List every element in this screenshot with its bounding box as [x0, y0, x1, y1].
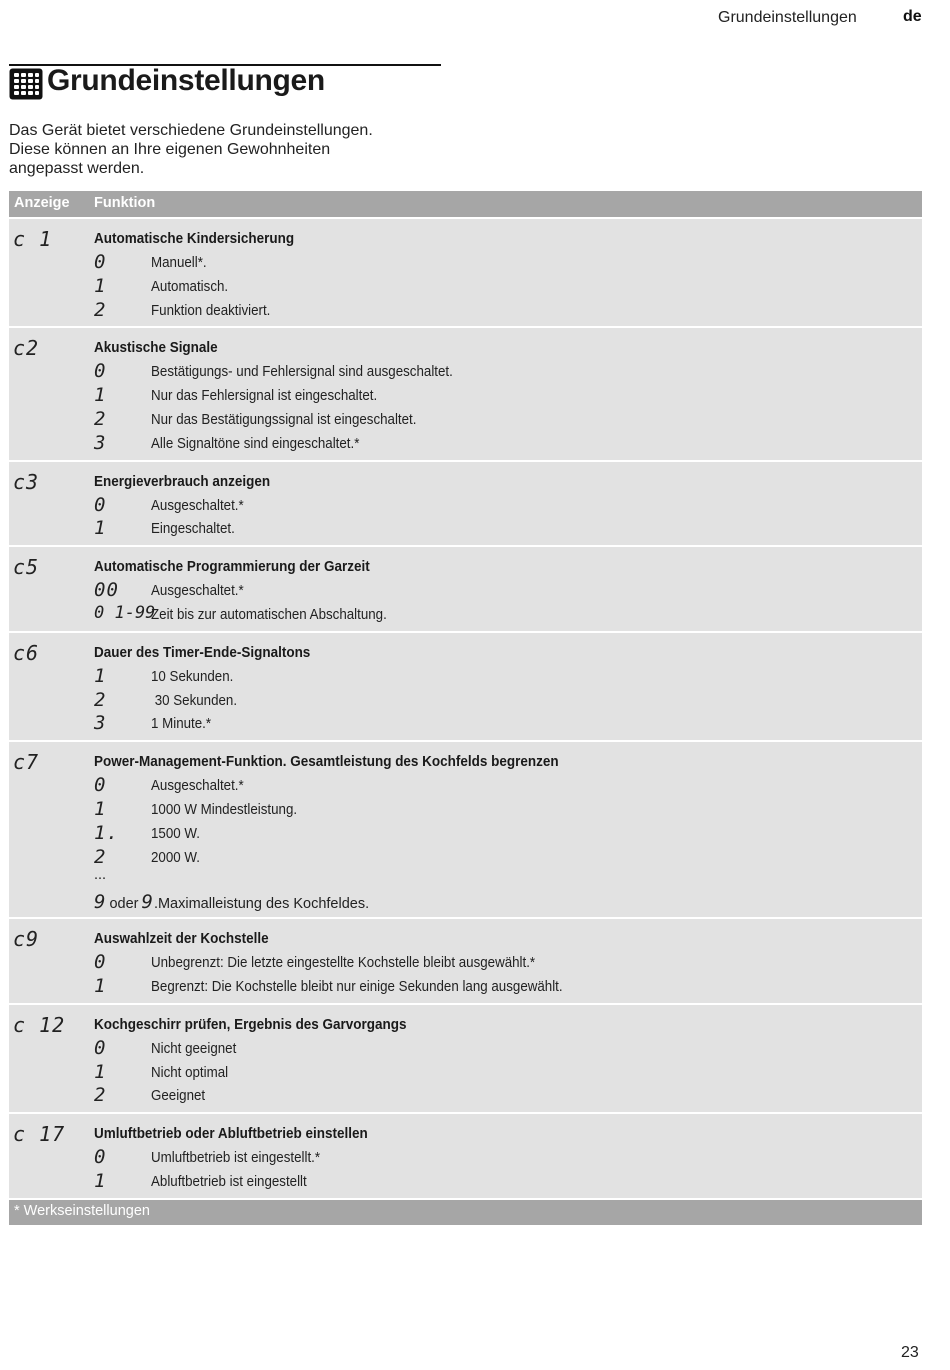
option-value: 1: [94, 1169, 107, 1192]
setting-option: [9, 360, 922, 384]
option-value: 0: [94, 360, 107, 383]
option-text: Eingeschaltet.: [151, 521, 235, 538]
option-value: 00: [94, 579, 119, 602]
option-text: Nicht geeignet: [151, 1040, 237, 1057]
settings-table: [9, 191, 922, 1225]
setting-option: [9, 951, 922, 975]
option-value: 2: [94, 407, 107, 430]
setting-option: [9, 774, 922, 798]
setting-option: [9, 432, 922, 456]
option-value: 1: [94, 384, 107, 407]
table-footnote: [9, 1198, 922, 1225]
setting-option: [9, 275, 922, 299]
setting-option: [9, 1146, 922, 1170]
setting-title: Energieverbrauch anzeigen: [94, 473, 271, 490]
setting-option: [9, 384, 922, 408]
table-header: [9, 191, 922, 217]
setting-option: [9, 846, 922, 870]
keypad-grid-icon: [9, 68, 43, 100]
option-text: 1 Minute.*: [151, 716, 212, 733]
option-text: .Maximalleistung des Kochfeldes.: [153, 896, 370, 913]
ellipsis-text: ...: [94, 867, 107, 884]
option-value: 0: [94, 493, 107, 516]
setting-option: [9, 299, 922, 323]
option-value: 3: [94, 431, 107, 454]
display-code: c6: [13, 640, 40, 665]
setting-group-c1: [9, 217, 922, 326]
option-value: 1: [94, 664, 107, 687]
option-text: Nicht optimal: [151, 1064, 229, 1081]
setting-group-c6: [9, 631, 922, 740]
setting-title: Automatische Programmierung der Garzeit: [94, 559, 370, 576]
display-code: c 1: [13, 227, 53, 251]
footnote-text: * Werkseinstellungen: [14, 1202, 150, 1219]
option-value: 1: [94, 974, 107, 997]
option-text: 10 Sekunden.: [151, 668, 234, 685]
column-header-function: Funktion: [94, 195, 156, 211]
running-header-section: Grundeinstellungen: [718, 9, 857, 26]
display-code: c3: [13, 469, 40, 494]
option-or: oder: [109, 896, 139, 913]
setting-title: Umluftbetrieb oder Abluftbetrieb einstellen: [94, 1126, 368, 1143]
option-text: Ausgeschaltet.*: [151, 778, 244, 795]
option-text: Manuell*.: [151, 255, 207, 271]
setting-group-c2: [9, 326, 922, 459]
option-text: 2000 W.: [151, 849, 200, 866]
setting-option: [9, 689, 922, 713]
running-header-language: de: [903, 8, 922, 25]
setting-option: [9, 494, 922, 518]
setting-title: Dauer des Timer-Ende-Signaltons: [94, 644, 311, 661]
setting-option: [9, 517, 922, 541]
intro-paragraph: Das Gerät bietet verschiedene Grundeinstellungen. Diese können an Ihre eigenen Gewohnheiten angepasst werden.: [9, 122, 373, 177]
display-code: c9: [13, 927, 40, 952]
option-value: 0: [94, 774, 107, 797]
setting-option: [9, 1084, 922, 1108]
setting-option-ellipsis: [9, 869, 922, 889]
setting-group-c12: [9, 1003, 922, 1112]
option-value: 0 1-99: [94, 602, 156, 623]
option-value: 9: [94, 891, 107, 914]
setting-title: Automatische Kindersicherung: [94, 231, 295, 247]
page-number: 23: [901, 1344, 919, 1361]
option-value: 0: [94, 251, 107, 273]
option-value: 2: [94, 845, 107, 868]
setting-title: Kochgeschirr prüfen, Ergebnis des Garvorgangs: [94, 1016, 407, 1033]
option-value: 1.: [94, 821, 119, 844]
setting-group-c17: [9, 1112, 922, 1198]
setting-option: [9, 798, 922, 822]
setting-option: [9, 1037, 922, 1061]
display-code: c 12: [13, 1012, 66, 1037]
option-text: Umluftbetrieb ist eingestellt.*: [151, 1150, 321, 1167]
option-value: 0: [94, 951, 107, 974]
setting-option: [9, 665, 922, 689]
option-text: Begrenzt: Die Kochstelle bleibt nur einige Sekunden lang ausgewählt.: [151, 978, 563, 995]
page-title: Grundeinstellungen: [47, 64, 325, 97]
setting-option: [9, 408, 922, 432]
option-value: 1: [94, 1060, 107, 1083]
setting-option: [9, 1170, 922, 1194]
option-value: 0: [94, 1146, 107, 1169]
option-text: Bestätigungs- und Fehlersignal sind ausgeschaltet.: [151, 364, 453, 381]
column-header-display: Anzeige: [14, 195, 70, 211]
option-text: Nur das Bestätigungssignal ist eingeschaltet.: [151, 411, 417, 428]
display-code: c7: [13, 750, 40, 775]
option-text: Zeit bis zur automatischen Abschaltung.: [151, 606, 387, 623]
option-value: 1: [94, 517, 107, 540]
option-text: Ausgeschaltet.*: [151, 497, 244, 514]
option-value: 0: [94, 1036, 107, 1059]
setting-group-c5: [9, 545, 922, 631]
option-value: 2: [94, 688, 107, 711]
option-text: 1000 W Mindestleistung.: [151, 801, 298, 818]
option-text: Alle Signaltöne sind eingeschaltet.*: [151, 435, 360, 452]
option-value: 2: [94, 298, 107, 321]
setting-option-max: [9, 889, 922, 913]
option-value: 1: [94, 274, 107, 297]
option-text: 1500 W.: [151, 825, 200, 842]
setting-group-c7: [9, 740, 922, 917]
option-value: 3: [94, 712, 107, 735]
setting-option: [9, 822, 922, 846]
option-value: 2: [94, 1084, 107, 1107]
setting-option: [9, 603, 922, 627]
option-text: Funktion deaktiviert.: [151, 302, 271, 319]
option-value: 1: [94, 797, 107, 820]
setting-option: [9, 712, 922, 736]
option-text: Abluftbetrieb ist eingestellt: [151, 1173, 307, 1190]
max-option-line: [94, 891, 369, 913]
setting-option: [9, 579, 922, 603]
setting-group-c3: [9, 460, 922, 546]
setting-title: Akustische Signale: [94, 340, 218, 357]
setting-title: Power-Management-Funktion. Gesamtleistung des Kochfelds begrenzen: [94, 754, 559, 771]
option-text: Ausgeschaltet.*: [151, 583, 244, 600]
display-code: c5: [13, 555, 40, 580]
option-text: Unbegrenzt: Die letzte eingestellte Kochstelle bleibt ausgewählt.*: [151, 955, 536, 972]
option-text: Nur das Fehlersignal ist eingeschaltet.: [151, 388, 378, 405]
setting-option: [9, 1061, 922, 1085]
option-text: Automatisch.: [151, 278, 229, 295]
setting-option: [9, 975, 922, 999]
option-text: 30 Sekunden.: [151, 692, 238, 709]
option-value: 9: [141, 891, 154, 914]
setting-title: Auswahlzeit der Kochstelle: [94, 931, 269, 948]
setting-option: [9, 251, 922, 275]
option-text: Geeignet: [151, 1088, 206, 1105]
display-code: c 17: [13, 1122, 66, 1147]
setting-group-c9: [9, 917, 922, 1003]
display-code: c2: [13, 336, 40, 361]
